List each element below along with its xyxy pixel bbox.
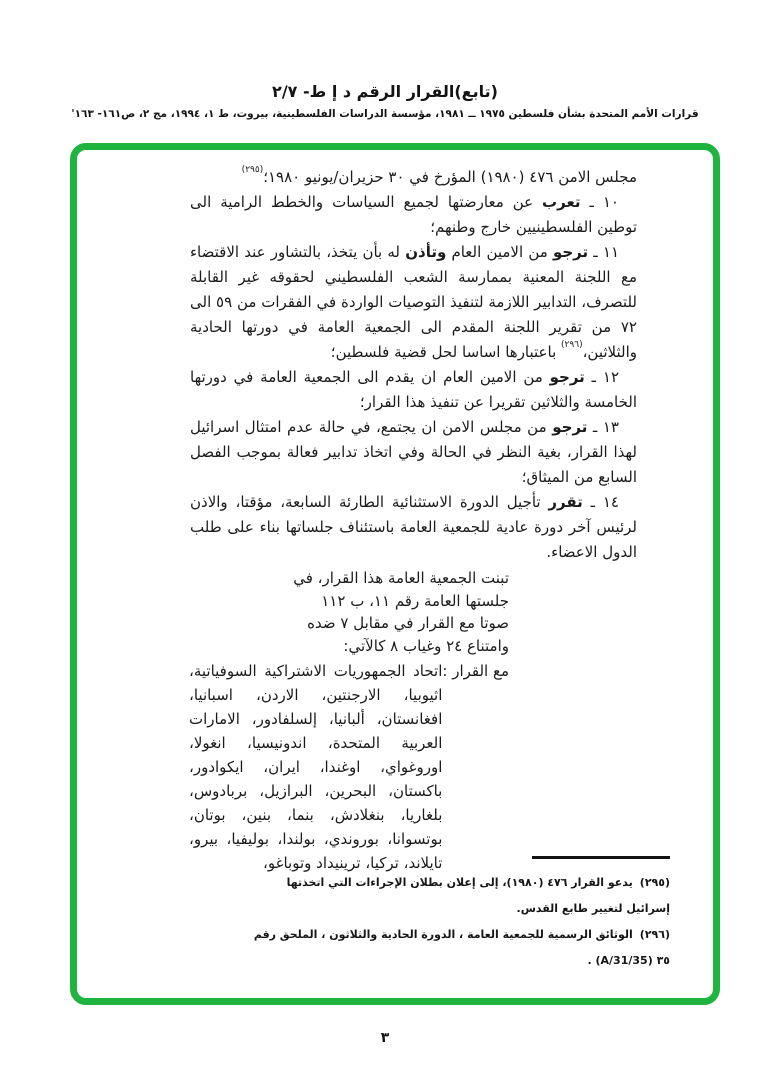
vote-with-label: مع القرار : <box>442 662 509 680</box>
resolution-paragraph: ١٢ ـ ترجو من الامين العام ان يقدم الى الجمعية العامة في دورتها الخامسة والثلاثين تقريرا عن تنفيذ هذا القرار؛ <box>190 368 637 411</box>
resolution-paragraph: ١٠ ـ تعرب عن معارضتها لجميع السياسات والخطط الرامية الى توطين الفلسطينيين خارج وطنهم؛ <box>190 193 637 236</box>
resolution-paragraph: ١١ ـ ترجو من الامين العام وتأذن له بأن يتخذ، بالتشاور عند الاقتضاء مع اللجنة المعنية بممارسة الشعب الفلسطيني لحقوقه غير القابلة للتصرف، التدابير اللازمة لتنفيذ التوصيات الواردة في الفقرات من ٥٩ الى ٧٢ من تقرير اللجنة المقدم الى الجمعية العامة في دورتها الحادية والثلاثين،$^{(٢٩٦)}$ باعتبارها اساسا لحل قضية فلسطين؛ <box>190 243 637 361</box>
adoption-note <box>191 567 509 657</box>
footnote-text: الوثائق الرسمية للجمعية العامة ، الدورة الحادية والثلاثون ، الملحق رقم ٣٥ (A/31/35) . <box>253 927 670 967</box>
adoption-line: جلستها العامة رقم ١١، ب ١١٢ <box>321 591 509 610</box>
vote-with-block <box>189 659 509 875</box>
footnote-text: يدعو القرار ٤٧٦ (١٩٨٠)، إلى إعلان بطلان الإجراءات التي اتخذتها إسرائيل لتغيير طابع القدس. <box>286 875 670 915</box>
vote-with-countries: اتحاد الجمهوريات الاشتراكية السوفياتية، اثيوبيا، الارجنتين، الاردن، اسبانيا، افغانستان، ألبانيا، إلسلفادور، الامارات العربية المتحدة، اندونيسيا، انغولا، اوروغواي، اوغندا، ايران، ايكوادور، باكستان، البحرين، البرازيل، بربادوس، بلغاريا، بنغلادش، بنما، بنين، بوتان، بوتسوانا، بوروندي، بولندا، بوليفيا، بيرو، تايلاند، تركيا، ترينيداد وتوباغو، <box>189 662 443 872</box>
footnote-separator-rule <box>532 856 670 859</box>
footnotes-list <box>250 870 670 974</box>
resolution-paragraphs <box>190 190 637 565</box>
green-highlight-border-box <box>70 143 720 1005</box>
resolution-paragraph: ١٤ ـ تقرر تأجيل الدورة الاستثنائية الطارئة السابعة، مؤقتا، والاذن لرئيس آخر دورة عادية للجمعية العامة باستئناف جلساتها بناء على طلب الدول الاعضاء. <box>190 493 637 561</box>
footnote <box>250 922 670 974</box>
page-number: ٣ <box>380 1030 390 1046</box>
footnote-number: (٢٩٦) <box>639 927 670 941</box>
intro-paragraph: مجلس الامن ٤٧٦ (١٩٨٠) المؤرخ في ٣٠ حزيران/يونيو ١٩٨٠؛$^{(٢٩٥)}$ <box>241 165 637 186</box>
adoption-line: تبنت الجمعية العامة هذا القرار، في <box>293 569 509 587</box>
header-resolution-number: (تابع)القرار الرقم د إ ط- ٢/٧ <box>272 82 498 101</box>
footnote-number: (٢٩٥) <box>639 875 670 889</box>
resolution-text-column <box>190 165 637 875</box>
header-source-citation: قرارات الأمم المتحدة بشأن فلسطين ١٩٧٥ ــ ١٩٨١، مؤسسة الدراسات الفلسطينية، بيروت، ط ١، ١٩٩٤، مج ٢، ص١٦١- ١٦٣' <box>71 108 699 120</box>
footnote <box>250 870 670 922</box>
adoption-line: صوتا مع القرار في مقابل ٧ ضده <box>307 614 509 632</box>
adoption-line: وامتناع ٢٤ وغياب ٨ كالآتي: <box>343 636 509 655</box>
footnotes-area <box>250 856 670 974</box>
resolution-paragraph: ١٣ ـ ترجو من مجلس الامن ان يجتمع، في حالة عدم امتثال اسرائيل لهذا القرار، بغية النظر في الحالة وفي اتخاذ تدابير فعالة بموجب الفصل السابع من الميثاق؛ <box>190 418 637 486</box>
footnote-reference: (٢٩٥) <box>241 165 264 175</box>
footnote-reference: (٢٩٦) <box>561 340 583 350</box>
